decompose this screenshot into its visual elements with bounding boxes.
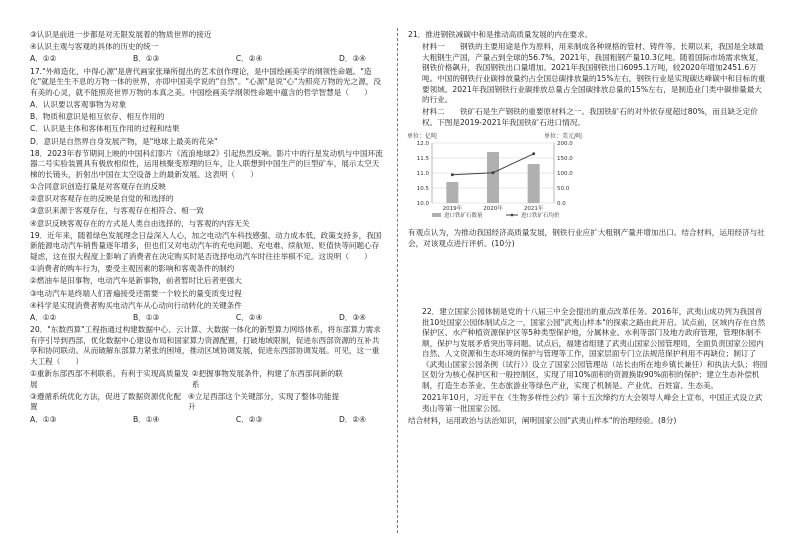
q20-options (30, 415, 386, 426)
bar-2020年 (487, 152, 499, 203)
option-d: D．②④ (338, 414, 366, 424)
left-axis-title: 单位：亿吨 (407, 132, 438, 140)
right-tick-label: 50.0 (557, 185, 570, 192)
x-tick-label: 2021年 (523, 205, 544, 212)
answer-space-21 (408, 251, 768, 307)
q19-options (30, 313, 386, 324)
x-tick-label: 2020年 (483, 205, 503, 212)
legend-bar-label: 进口铁矿石数量 (444, 212, 483, 219)
q17-option-a: A．认识要以客观事物为对象 (30, 99, 127, 109)
material-1: 材料一 钢铁的主要用途是作为原料，用来制成各种规格的管材、铸件等。长期以来，我国是全球最大粗钢生产国，产量占到全球的56.7%。2021年，我国粗钢产量10.3亿吨。随着国际市场需求恢复，钢铁价格飙升，我国钢铁出口量增加。2021年我国钢铁出口6095.1万吨，较2020年增加2451.6万吨。中国的钢铁行业碳排放量约占全国总碳排放量的15%左右，钢铁行业是实现碳达峰碳中和目标的重要领域。2021年我国钢铁行业碳排放总量占全国碳排放总量的15%左右，是制造业门类中碳排量最大的行业。 (422, 42, 766, 105)
option-d: D．③④ (338, 54, 366, 64)
chart-legend (432, 211, 560, 219)
option-b: B．①③ (132, 54, 160, 64)
x-tick-label: 2019年 (442, 205, 463, 212)
legend-line-label: 进口铁矿石均价 (521, 212, 560, 219)
column-divider (397, 28, 398, 533)
question-20: 20．"东数西算"工程指通过构建数据中心、云计算、大数据一体化的新型算力网络体系，将东部算力需求有序引导到西部，优化数据中心建设布局和国家算力资源配置，打破地域限制，促进东西部资源的互补共享和协同联动。从而破解东部算力紧张的困境，推动区域协调发展，促进东西部协调发展。可见，这一重大工程（ ） (30, 325, 381, 366)
q18-item-3: ③意识来源于客观存在，与客观存在相符合、相一致 (30, 206, 204, 216)
option-d: D．③④ (338, 312, 366, 322)
price-point-2019年 (451, 173, 454, 176)
bar-2021年 (528, 164, 540, 203)
left-tick-label: 11.5 (416, 155, 429, 162)
q20-item-1: ①重新东部西部不利联系，有利于实现高质量发展 (30, 369, 189, 389)
left-tick-label: 10.5 (416, 185, 429, 192)
left-tick-label: 11.0 (416, 170, 429, 177)
question-22-material-2: 2021年10月，习近平在《生物多样性公约》第十五次缔约方大会领导人峰会上宣布，中国正式设立武夷山等第一批国家公园。 (422, 393, 763, 413)
chart-bars (446, 152, 539, 203)
q18-item-1: ①合同意识创造打量是对客观存在的反映 (30, 182, 166, 192)
price-point-2021年 (532, 152, 535, 155)
left-tick-label: 12.0 (416, 140, 429, 147)
option-a: A．①③ (30, 414, 57, 424)
right-axis-title: 单位：美元/吨 (544, 132, 583, 140)
bar-2019年 (446, 182, 458, 203)
left-column (30, 30, 386, 427)
q18-item-2: ②意识对客观存在的反映是自觉的和选择的 (30, 194, 174, 204)
q16-options (30, 54, 386, 65)
right-tick-label: 200.0 (557, 140, 573, 147)
option-b: B．①③ (132, 312, 160, 322)
option-b: B．①④ (132, 414, 160, 424)
question-19: 19．近年来，随着绿色发展理念日益深入人心，加之电动汽车科技感强、动力成本低、政策支持多，我国新能源电动汽车销售量逐年增多，但也们又对电动汽车的充电问题、充电难、续航短、贬值快等问题心存疑虑，这在很大程度上影响了消费者在决定购买时是否选择电动汽车时往往举棋不定。这说明（ ） (30, 230, 382, 261)
option-c: C．②③ (235, 414, 263, 424)
item-3: ③认识是前进一步都是对无限发展着的物质世界的接近 (30, 30, 212, 39)
iron-ore-chart-svg (404, 131, 604, 221)
price-point-2020年 (492, 171, 495, 174)
q20-item-3: ③遵循系统优化方法，促进了数据资源优化配置 (30, 391, 182, 412)
q20-items-row-2 (30, 392, 386, 413)
right-column (408, 30, 768, 428)
q19-item-4: ④科学是实现消费者购买电动汽车从心动向行动转化的关键条件 (30, 300, 242, 310)
q19-item-3: ③电动汽车是终端人们普遍接受还需要一个较长的量变质变过程 (30, 288, 242, 298)
q19-item-2: ②燃油车是旧事物，电动汽车是新事物，前者暂时比后者更强大 (30, 276, 242, 286)
iron-ore-chart (408, 131, 768, 225)
q20-item-2: ②把握事物发展条件，构建了东西部间新的联系 (191, 369, 343, 389)
option-a: A．①② (30, 312, 57, 322)
right-tick-label: 150.0 (557, 155, 573, 162)
question-22-prompt: 结合材料，运用政治与法治知识，阐明国家公园"武夷山样本"的治理经验。(8分) (408, 416, 677, 426)
q19-item-1: ①消费者的购车行为，要受主观因素的影响和客观条件的制约 (30, 264, 235, 274)
question-21-prompt: 有观点认为，为推动我国经济高质量发展，钢铁行业应扩大粗钢产量并增加出口。结合材料，运用经济与社会，对该观点进行评析。(10分) (408, 228, 765, 248)
q18-item-4: ④意识反映客观存在的方式是人类自由选择的，与客观的内容无关 (30, 218, 250, 228)
option-c: C．②④ (235, 312, 263, 322)
option-a: A．①② (30, 54, 57, 64)
right-tick-label: 100.0 (557, 170, 573, 177)
option-c: C．②④ (235, 54, 263, 64)
q17-option-b: B．物质和意识是相互依存、相互作用的 (30, 112, 165, 122)
left-tick-label: 10.0 (416, 200, 429, 207)
question-17: 17."外师造化，中得心源"是唐代画家张璪所提出的艺术创作理论，是中国绘画美学的纲领性命题。"造化"就是生生不息的万物一体的世界，亦即中国美学说的"自然"。"心源"是说"心"为照亮万物的光之源，没有美的心灵，就不能照亮世界万物的本真之美。中国绘画美学纲领性命题中蕴含的哲学智慧是（ ） (30, 66, 381, 97)
question-22: 22．建立国家公园体制是党的十八届三中全会提出的重点改革任务。2016年，武夷山成功列为我国首批10处国家公园体制试点之一，国家公园"武夷山样本"的探索之路由此开启。试点前，区域内存在自然保护区、水产种植资源保护区等5种类型保护地，分属林业、水利等部门及地方政府管理，管理体制不顺，保护与发展矛盾突出等问题。试点后，福建省组建了武夷山国家公园管理局，全面负责国家公园内自然、人文资源和生态环境的保护与管理等工作，国家层面专门立法规范保护利用不再缺位；制订了《武夷山国家公园条例（试行）》设立了国家公园管理站（站长由所在地乡镇长兼任）和执法大队；将园区划分为核心保护区和一般控制区，实现了用10%面积的资源换取90%面积的保护；建立生态补偿机制，打造生态茶业、生态旅游业等绿色产业，实现了机制是、产业优、百姓富、生态美。 (422, 306, 768, 391)
question-21-title: 21．推进钢铁减碳中和是推动高质量发展的内在要求。 (408, 30, 593, 39)
item-4: ④认识主观与客观的具体的历史的统一 (30, 42, 159, 52)
legend-line-marker (511, 213, 514, 216)
legend-bar-swatch (432, 213, 441, 217)
question-18: 18．2023年春节期间上映的中国科幻影片《流浪地球2》引起热烈反响。影片中的行星发动机与中国环流器二号实验装置具有极放相似性，运用核聚变原理的巨车，让人联想到中国生产的巨型矿车，展示太空天梯的长镜头，折射出中国在太空设备上的最新发展。这表明（ ） (30, 148, 383, 179)
material-2: 材料二 铁矿石是生产钢铁的重要原材料之一。我国铁矿石的对外依存度超过80%，而且缺乏定价权。下图是2019-2021年我国铁矿石进口情况。 (422, 107, 758, 127)
right-tick-label: 0.0 (557, 200, 566, 207)
q20-items-row-1 (30, 369, 386, 390)
q20-item-4: ④立足西部这个关键部分，实现了整体功能提升 (188, 391, 340, 412)
q17-option-c: C．认识是主体和客体相互作用的过程和结果 (30, 124, 180, 134)
q17-option-d: D．意识是自然界自身发展产物，是"地球上最美的花朵" (30, 136, 218, 146)
